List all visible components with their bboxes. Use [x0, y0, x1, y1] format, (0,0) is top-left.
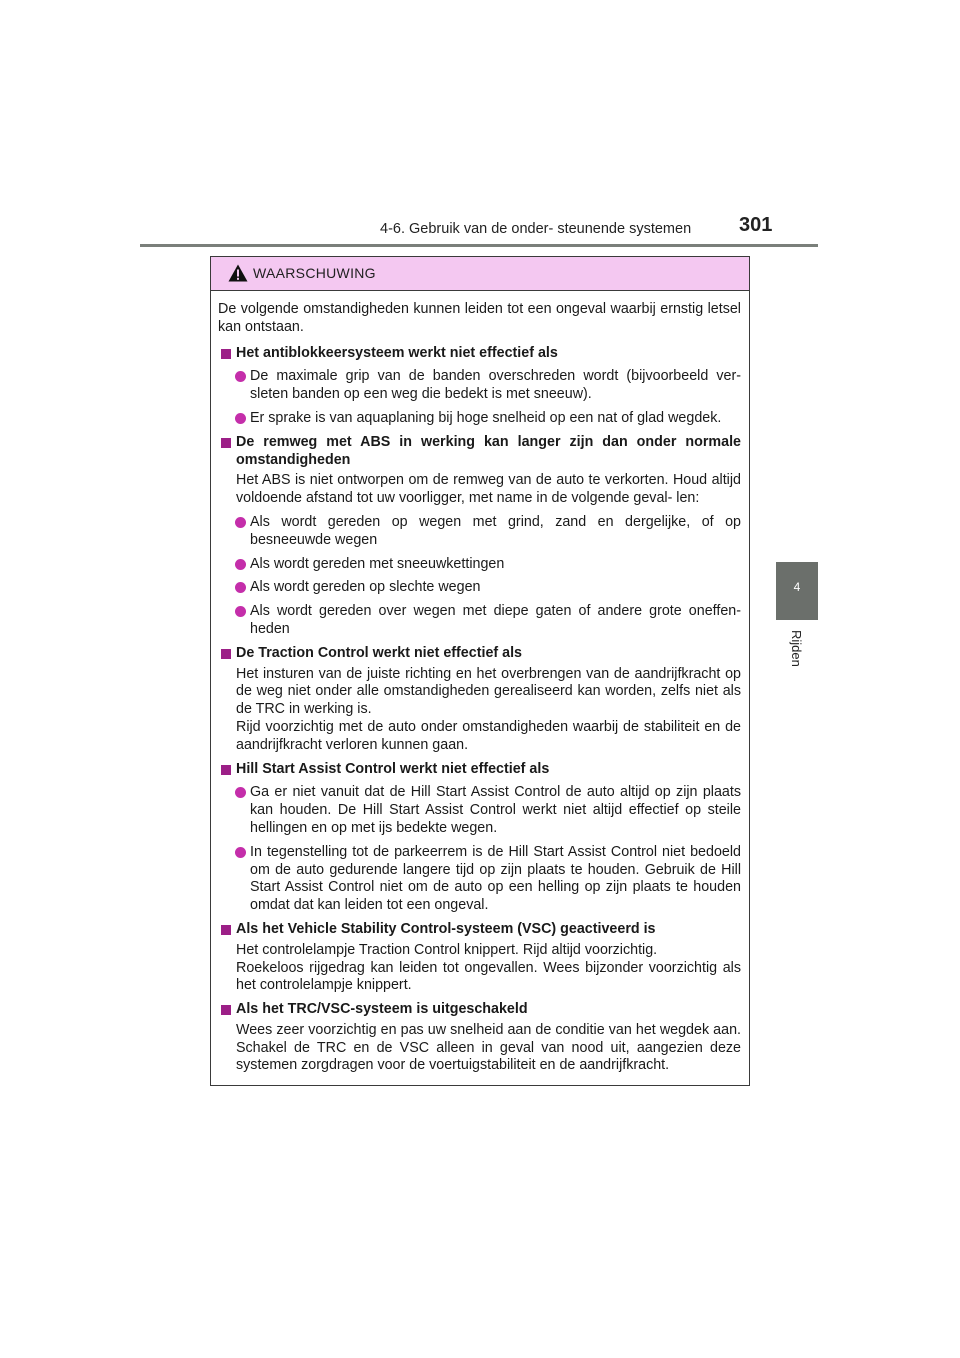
- list-item: Als wordt gereden over wegen met diepe gaten of andere grote oneffen- heden: [218, 603, 741, 639]
- section-title: 4-6. Gebruik van de onder- steunende systemen: [380, 221, 692, 237]
- dot-bullet-icon: [235, 847, 246, 858]
- warning-header: [211, 257, 749, 291]
- list-item: De maximale grip van de banden overschreden wordt (bijvoorbeeld ver- sleten banden op een weg die bedekt is met sneeuw).: [218, 368, 741, 404]
- warning-section: [218, 921, 741, 995]
- dot-bullet-icon: [235, 787, 246, 798]
- warning-section: [218, 1001, 741, 1075]
- warning-box: [210, 256, 750, 1086]
- warning-intro: De volgende omstandigheden kunnen leiden tot een ongeval waarbij ernstig letsel kan ontstaan.: [218, 301, 741, 335]
- chapter-tab[interactable]: [776, 562, 818, 620]
- section-text: Het ABS is niet ontworpen om de remweg van de auto te verkorten. Houd altijd voldoende afstand tot uw voorligger, met name in de volgende geval- len:: [236, 472, 741, 507]
- chapter-label: Rijden: [789, 630, 804, 667]
- warning-title: WAARSCHUWING: [253, 265, 376, 281]
- list-item: Er sprake is van aquaplaning bij hoge snelheid op een nat of glad wegdek.: [218, 410, 741, 428]
- header-divider: [140, 244, 818, 247]
- list-item: In tegenstelling tot de parkeerrem is de Hill Start Assist Control niet bedoeld om de auto gedurende langere tijd op zijn plaats te houden. Gebruik de Hill Start Assist Control niet om de auto op een helling op zijn plaats te houden omdat dat kan leiden tot een ongeval.: [218, 844, 741, 915]
- dot-bullet-icon: [235, 582, 246, 593]
- warning-triangle-icon: [228, 264, 248, 282]
- list-item: Als wordt gereden op slechte wegen: [218, 579, 741, 597]
- warning-section: [218, 645, 741, 755]
- section-text: Roekeloos rijgedrag kan leiden tot ongevallen. Wees bijzonder voorzichtig als het controlelampje knippert.: [236, 959, 741, 994]
- section-heading: Hill Start Assist Control werkt niet effectief als: [218, 761, 741, 779]
- dot-bullet-icon: [235, 413, 246, 424]
- square-bullet-icon: [221, 925, 231, 935]
- section-heading: Het antiblokkeersysteem werkt niet effectief als: [218, 345, 741, 363]
- section-heading: De remweg met ABS in werking kan langer zijn dan onder normale omstandigheden: [218, 434, 741, 470]
- dot-bullet-icon: [235, 517, 246, 528]
- square-bullet-icon: [221, 1005, 231, 1015]
- section-heading: De Traction Control werkt niet effectief als: [218, 645, 741, 663]
- section-text: Wees zeer voorzichtig en pas uw snelheid aan de conditie van het wegdek aan. Schakel de TRC en de VSC alleen in geval van nood uit, aangezien deze systemen zorgdragen voor de voertuigstabiliteit en de aandrijfkracht.: [236, 1021, 741, 1074]
- square-bullet-icon: [221, 649, 231, 659]
- list-item: Als wordt gereden op wegen met grind, zand en dergelijke, of op besneeuwde wegen: [218, 514, 741, 550]
- square-bullet-icon: [221, 765, 231, 775]
- dot-bullet-icon: [235, 371, 246, 382]
- square-bullet-icon: [221, 349, 231, 359]
- section-text: Het controlelampje Traction Control knippert. Rijd altijd voorzichtig.: [236, 941, 658, 958]
- page-number: 301: [739, 214, 773, 236]
- warning-body: [211, 291, 749, 1075]
- list-item: Ga er niet vanuit dat de Hill Start Assist Control de auto altijd op zijn plaats kan houden. De Hill Start Assist Control werkt niet altijd effectief op steile hellingen en op met ijs bedekte wegen.: [218, 784, 741, 837]
- warning-section: [218, 434, 741, 639]
- section-heading: Als het Vehicle Stability Control-systeem (VSC) geactiveerd is: [218, 921, 741, 939]
- section-heading: Als het TRC/VSC-systeem is uitgeschakeld: [218, 1001, 741, 1019]
- square-bullet-icon: [221, 438, 231, 448]
- chapter-number: 4: [793, 580, 801, 594]
- warning-section: [218, 761, 741, 915]
- dot-bullet-icon: [235, 606, 246, 617]
- chapter-label-wrap: [780, 630, 810, 690]
- list-item: Als wordt gereden met sneeuwkettingen: [218, 556, 741, 574]
- section-text: Rijd voorzichtig met de auto onder omstandigheden waarbij de stabiliteit en de aandrijfkracht verloren kunnen gaan.: [236, 718, 741, 753]
- section-text: Het insturen van de juiste richting en het overbrengen van de aandrijfkracht op de weg niet onder alle omstandigheden gerealiseerd kan worden, zelfs niet als de TRC in werking is.: [236, 665, 741, 718]
- dot-bullet-icon: [235, 559, 246, 570]
- warning-section: [218, 345, 741, 428]
